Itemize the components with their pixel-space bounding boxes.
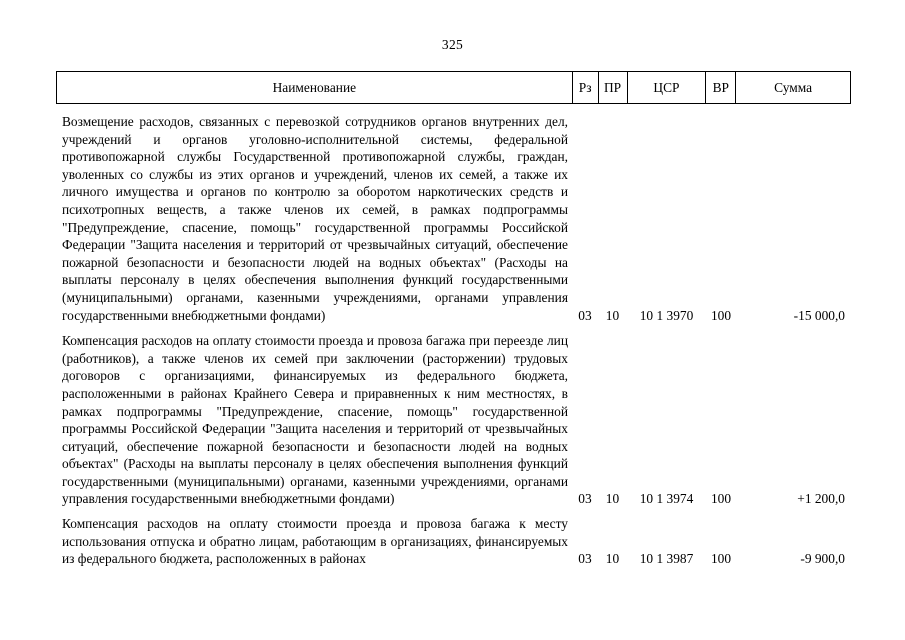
row-description: Компенсация расходов на оплату стоимости проезда и провоза багажа при переезде лиц (работников), а также членов их семей при заключении (расторжении) трудовых договоров с организациями, финансируемых из федерального бюджета, расположенными в районах Крайнего Севера и приравненных к ним местностях, в рамках подпрограммы "Предупреждение, спасение, помощь" государственной программы Российской Федерации "Защита населения и территорий от чрезвычайных ситуаций, обеспечение пожарной безопасности и безопасности людей на водных объектах" (Расходы на выплаты персоналу в целях обеспечения выполнения функций государственными (муниципальными) органами, казенными учреждениями, органами управления государственными внебюджетными фондами) <box>62 333 568 507</box>
row-vr: 100 <box>710 307 732 323</box>
header-csr: ЦСР <box>627 72 706 103</box>
row-csr: 10 1 3974 <box>639 491 694 507</box>
row-sum: +1 200,0 <box>797 491 845 507</box>
header-vr: ВР <box>705 72 735 103</box>
header-pr: ПР <box>598 72 627 103</box>
row-csr: 10 1 3970 <box>639 307 694 323</box>
header-sum: Сумма <box>735 72 850 103</box>
row-rz: 03 <box>578 307 592 323</box>
row-csr: 10 1 3987 <box>639 551 694 567</box>
budget-table <box>56 71 851 568</box>
row-pr: 10 <box>605 491 620 507</box>
row-description: Возмещение расходов, связанных с перевозкой сотрудников органов внутренних дел, учреждений и органов уголовно-исполнительной системы, федеральной противопожарной службы Государственной противопожарной службы, граждан, уволенных со службы из этих органов и учреждений, членов их семей, а также их личного имущества и органов по контролю за оборотом наркотических средств и психотропных веществ, а также членов их семей, в рамках подпрограммы "Предупреждение, спасение, помощь" государственной программы Российской Федерации "Защита населения и территорий от чрезвычайных ситуаций, обеспечение пожарной безопасности и безопасности людей на водных объектах" (Расходы на выплаты персоналу в целях обеспечения выполнения функций государственными (муниципальными) органами, казенными учреждениями, органами управления государственными внебюджетными фондами) <box>62 114 568 323</box>
header-name: Наименование <box>272 79 357 95</box>
table-row <box>56 515 851 568</box>
page-number: 325 <box>441 37 464 52</box>
row-vr: 100 <box>710 551 732 567</box>
table-row <box>56 113 851 324</box>
row-pr: 10 <box>605 307 620 323</box>
row-rz: 03 <box>578 491 592 507</box>
table-header-row <box>56 71 851 104</box>
row-sum: -15 000,0 <box>793 307 845 323</box>
row-sum: -9 900,0 <box>800 551 845 567</box>
table-row <box>56 332 851 508</box>
row-pr: 10 <box>605 551 620 567</box>
row-vr: 100 <box>710 491 732 507</box>
row-description: Компенсация расходов на оплату стоимости проезда и провоза багажа к месту использования отпуска и обратно лицам, работающим в организациях, финансируемых из федерального бюджета, расположенных в районах <box>62 516 568 567</box>
row-rz: 03 <box>578 551 592 567</box>
header-rz: Рз <box>572 72 598 103</box>
